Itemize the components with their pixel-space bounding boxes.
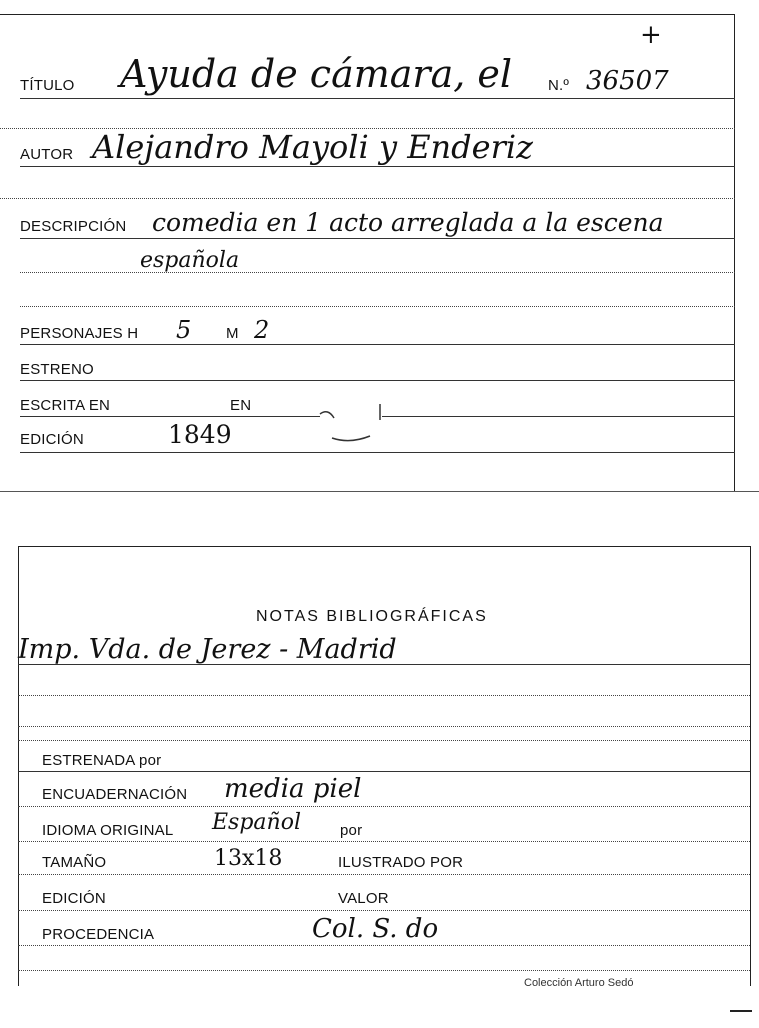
rule-notas-1	[18, 664, 750, 665]
rule-dotted-3	[20, 272, 735, 273]
en-label: EN	[230, 397, 252, 414]
tamano-value: 13x18	[214, 846, 283, 871]
edicion-back-label: EDICIÓN	[42, 890, 106, 907]
rule-idioma	[18, 841, 750, 842]
descripcion-label: DESCRIPCIÓN	[20, 218, 127, 235]
notas-value: Imp. Vda. de Jerez - Madrid	[18, 634, 397, 665]
edicion-label: EDICIÓN	[20, 431, 84, 448]
personajes-m-label: M	[226, 325, 239, 342]
autor-value: Alejandro Mayoli y Enderiz	[92, 128, 533, 166]
numero-value: 36507	[586, 66, 669, 96]
rule-estreno	[20, 380, 735, 381]
rule-estrenada	[18, 771, 750, 772]
tamano-label: TAMAÑO	[42, 854, 107, 871]
encuadernacion-value: media piel	[224, 774, 362, 804]
notas-bibliograficas-label: NOTAS BIBLIOGRÁFICAS	[256, 608, 488, 625]
numero-label: N.º	[548, 77, 570, 94]
rule-dotted-4	[20, 306, 735, 307]
procedencia-label: PROCEDENCIA	[42, 926, 155, 943]
edicion-value: 1849	[168, 420, 232, 449]
escrita-en-label: ESCRITA EN	[20, 397, 111, 414]
rule-edicion	[20, 452, 735, 453]
catalog-card-back	[0, 540, 759, 1028]
coleccion-footer: Colección Arturo Sedó	[524, 977, 634, 989]
card-back-right-border	[750, 546, 751, 986]
estreno-label: ESTRENO	[20, 361, 94, 378]
ilustrado-label: ILUSTRADO POR	[338, 854, 464, 871]
descripcion-value-line2: española	[140, 248, 240, 273]
valor-label: VALOR	[338, 890, 389, 907]
rule-edicion-back	[18, 910, 750, 911]
rule-personajes	[20, 344, 735, 345]
corner-dash	[730, 1010, 752, 1012]
rule-titulo	[20, 98, 735, 99]
personajes-label: PERSONAJES H	[20, 325, 139, 342]
cross-mark: +	[640, 20, 662, 50]
idioma-value: Español	[212, 810, 301, 835]
titulo-label: TÍTULO	[20, 77, 75, 94]
card-bottom-border	[0, 491, 759, 492]
rule-notas-2	[18, 695, 750, 696]
card-back-top-border	[18, 546, 750, 547]
encuadernacion-label: ENCUADERNACIÓN	[42, 786, 188, 803]
personajes-m-value: 2	[254, 316, 270, 344]
rule-escrita	[20, 416, 320, 417]
rule-procedencia-2	[18, 970, 750, 971]
procedencia-value: Col. S. do	[312, 914, 439, 944]
rule-notas-3	[18, 726, 750, 727]
rule-dotted-2	[0, 198, 735, 199]
card-top-border	[0, 14, 735, 15]
autor-label: AUTOR	[20, 146, 74, 163]
rule-tamano	[18, 874, 750, 875]
rule-encuadernacion	[18, 806, 750, 807]
titulo-value: Ayuda de cámara, el	[120, 52, 513, 96]
estrenada-label: ESTRENADA por	[42, 752, 162, 769]
rule-escrita-right	[382, 416, 735, 417]
rule-autor	[20, 166, 735, 167]
catalog-card-front	[0, 0, 759, 495]
descripcion-value-line1: comedia en 1 acto arreglada a la escena	[152, 208, 664, 237]
punch-hole-outline	[310, 402, 390, 448]
idioma-por-label: por	[340, 822, 363, 839]
idioma-label: IDIOMA ORIGINAL	[42, 822, 174, 839]
rule-procedencia	[18, 945, 750, 946]
personajes-h-value: 5	[176, 316, 192, 344]
rule-descripcion	[20, 238, 735, 239]
card-right-border	[734, 14, 735, 492]
card-back-left-border	[18, 546, 19, 986]
rule-notas-4	[18, 740, 750, 741]
